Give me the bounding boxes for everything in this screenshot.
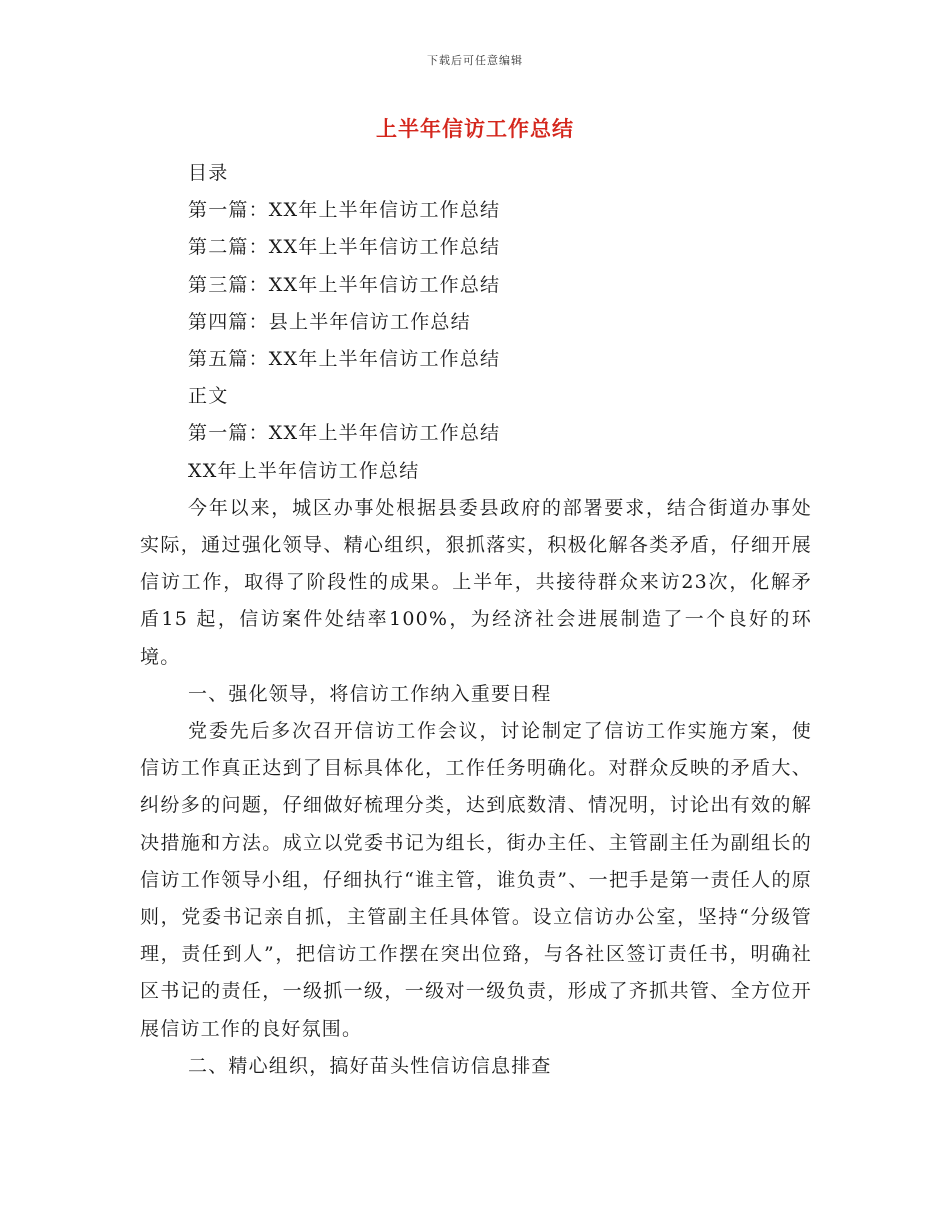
- toc-item: 第一篇：XX年上半年信访工作总结: [188, 199, 501, 222]
- toc-item: 第四篇：县上半年信访工作总结: [188, 310, 471, 333]
- body-heading: 正文: [188, 385, 229, 408]
- download-note: 下载后可任意编辑: [427, 54, 523, 67]
- toc-item: 第二篇：XX年上半年信访工作总结: [188, 236, 501, 259]
- toc-heading: 目录: [188, 162, 229, 184]
- section-heading: 一、强化领导，将信访工作纳入重要日程: [188, 682, 552, 705]
- document-title: 上半年信访工作总结: [376, 116, 574, 141]
- toc-item: 第五篇：XX年上半年信访工作总结: [188, 348, 501, 371]
- part-title: 第一篇：XX年上半年信访工作总结: [188, 422, 501, 445]
- section-heading: 二、精心组织，搞好苗头性信访信息排查: [188, 1054, 552, 1077]
- article-title: XX年上半年信访工作总结: [188, 459, 420, 482]
- intro-paragraph: 今年以来，城区办事处根据县委县政府的部署要求，结合街道办事处实际，通过强化领导、精心组织，狠抓落实，积极化解各类矛盾，仔细开展信访工作，取得了阶段性的成果。上半年，共接待群众来访23次，化解矛盾15 起，信访案件处结率100%，为经济社会进展制造了一个良好的环境。: [140, 496, 812, 668]
- document-body: [140, 155, 812, 1085]
- section-paragraph: 党委先后多次召开信访工作会议，讨论制定了信访工作实施方案，使信访工作真正达到了目标具体化，工作任务明确化。对群众反映的矛盾大、纠纷多的问题，仔细做好梳理分类，达到底数清、情况明，讨论出有效的解决措施和方法。成立以党委书记为组长，街办主任、主管副主任为副组长的信访工作领导小组，仔细执行“谁主管，谁负责”、一把手是第一责任人的原则，党委书记亲自抓，主管副主任具体管。设立信访办公室，坚持“分级管理，责任到人”，把信访工作摆在突出位臵，与各社区签订责任书，明确社区书记的责任，一级抓一级，一级对一级负责，形成了齐抓共管、全方位开展信访工作的良好氛围。: [140, 720, 812, 1040]
- toc-item: 第三篇：XX年上半年信访工作总结: [188, 273, 501, 296]
